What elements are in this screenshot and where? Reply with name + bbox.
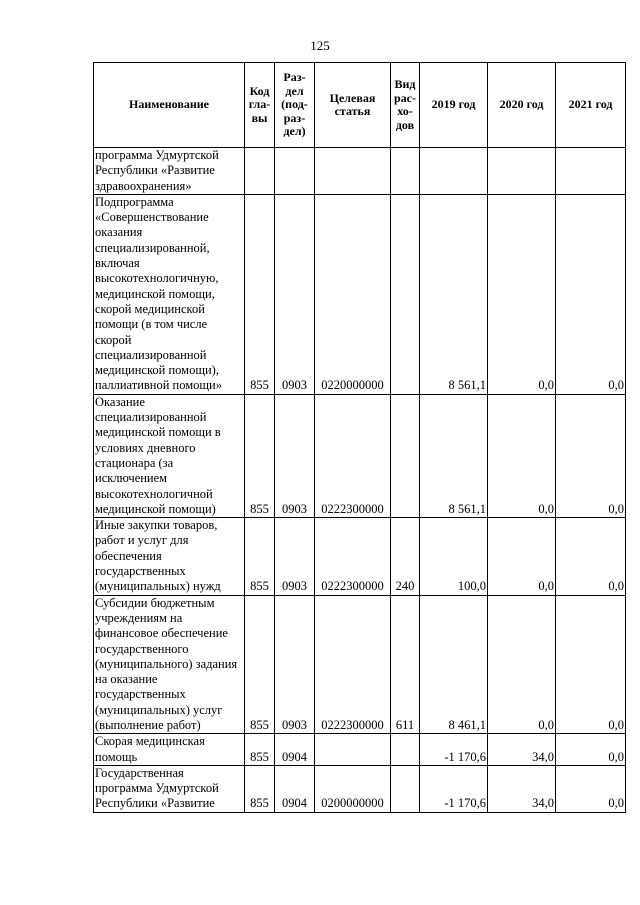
- row-2020: 0,0: [488, 194, 556, 394]
- row-type: [391, 734, 420, 766]
- row-target: 0222300000: [315, 595, 391, 734]
- row-chapter: 855: [245, 734, 275, 766]
- row-2021: 0,0: [556, 394, 626, 517]
- row-chapter: 855: [245, 394, 275, 517]
- budget-table: [93, 62, 626, 813]
- table-row: [94, 765, 626, 812]
- row-2020: 34,0: [488, 765, 556, 812]
- row-target: 0220000000: [315, 194, 391, 394]
- header-name: Наименование: [94, 63, 245, 148]
- row-chapter: 855: [245, 518, 275, 595]
- row-2020: 0,0: [488, 394, 556, 517]
- header-2021: 2021 год: [556, 63, 626, 148]
- row-name: Подпрограмма «Совершенствование оказания специализированной, включая высокотехнологичную, медицинской помощи, скорой медицинской помощи (в том числе скорой специализированной медицинской помощи), паллиативной помощи»: [94, 194, 245, 394]
- row-type: [391, 148, 420, 195]
- row-section: 0903: [275, 518, 315, 595]
- row-target: [315, 734, 391, 766]
- row-name: Оказание специализированной медицинской помощи в условиях дневного стационара (за исключением высокотехнологичной медицинской помощи): [94, 394, 245, 517]
- row-section: [275, 148, 315, 195]
- header-type: Вид рас-хо-дов: [391, 63, 420, 148]
- row-2021: 0,0: [556, 765, 626, 812]
- row-section: 0903: [275, 595, 315, 734]
- row-type: [391, 765, 420, 812]
- row-2021: [556, 148, 626, 195]
- row-type: 240: [391, 518, 420, 595]
- row-2020: 34,0: [488, 734, 556, 766]
- row-section: 0903: [275, 394, 315, 517]
- row-type: 611: [391, 595, 420, 734]
- header-chapter: Код гла-вы: [245, 63, 275, 148]
- row-2020: 0,0: [488, 518, 556, 595]
- table-row: [94, 595, 626, 734]
- row-target: 0222300000: [315, 394, 391, 517]
- row-2021: 0,0: [556, 595, 626, 734]
- table-header-row: [94, 63, 626, 148]
- row-chapter: 855: [245, 194, 275, 394]
- row-name: Скорая медицинская помощь: [94, 734, 245, 766]
- row-2019: 8 461,1: [420, 595, 488, 734]
- row-2020: 0,0: [488, 595, 556, 734]
- row-chapter: 855: [245, 595, 275, 734]
- header-target: Целевая статья: [315, 63, 391, 148]
- table-row: [94, 148, 626, 195]
- row-2021: 0,0: [556, 518, 626, 595]
- row-2020: [488, 148, 556, 195]
- row-target: 0222300000: [315, 518, 391, 595]
- table-row: [94, 394, 626, 517]
- row-type: [391, 394, 420, 517]
- header-2019: 2019 год: [420, 63, 488, 148]
- header-2020: 2020 год: [488, 63, 556, 148]
- table-row: [94, 518, 626, 595]
- row-2019: 8 561,1: [420, 194, 488, 394]
- header-section: Раз-дел (под-раз-дел): [275, 63, 315, 148]
- row-target: 0200000000: [315, 765, 391, 812]
- row-section: 0904: [275, 734, 315, 766]
- row-chapter: [245, 148, 275, 195]
- row-name: Субсидии бюджетным учреждениям на финансовое обеспечение государственного (муниципального) задания на оказание государственных (муниципальных) услуг (выполнение работ): [94, 595, 245, 734]
- row-2019: [420, 148, 488, 195]
- row-section: 0903: [275, 194, 315, 394]
- row-name: программа Удмуртской Республики «Развитие здравоохранения»: [94, 148, 245, 195]
- table-row: [94, 734, 626, 766]
- row-section: 0904: [275, 765, 315, 812]
- row-2021: 0,0: [556, 734, 626, 766]
- row-target: [315, 148, 391, 195]
- row-name: Государственная программа Удмуртской Республики «Развитие: [94, 765, 245, 812]
- table-row: [94, 194, 626, 394]
- row-type: [391, 194, 420, 394]
- page-number: 125: [310, 38, 330, 53]
- row-2019: -1 170,6: [420, 765, 488, 812]
- row-2021: 0,0: [556, 194, 626, 394]
- row-chapter: 855: [245, 765, 275, 812]
- row-2019: 100,0: [420, 518, 488, 595]
- row-2019: 8 561,1: [420, 394, 488, 517]
- row-name: Иные закупки товаров, работ и услуг для обеспечения государственных (муниципальных) нужд: [94, 518, 245, 595]
- row-2019: -1 170,6: [420, 734, 488, 766]
